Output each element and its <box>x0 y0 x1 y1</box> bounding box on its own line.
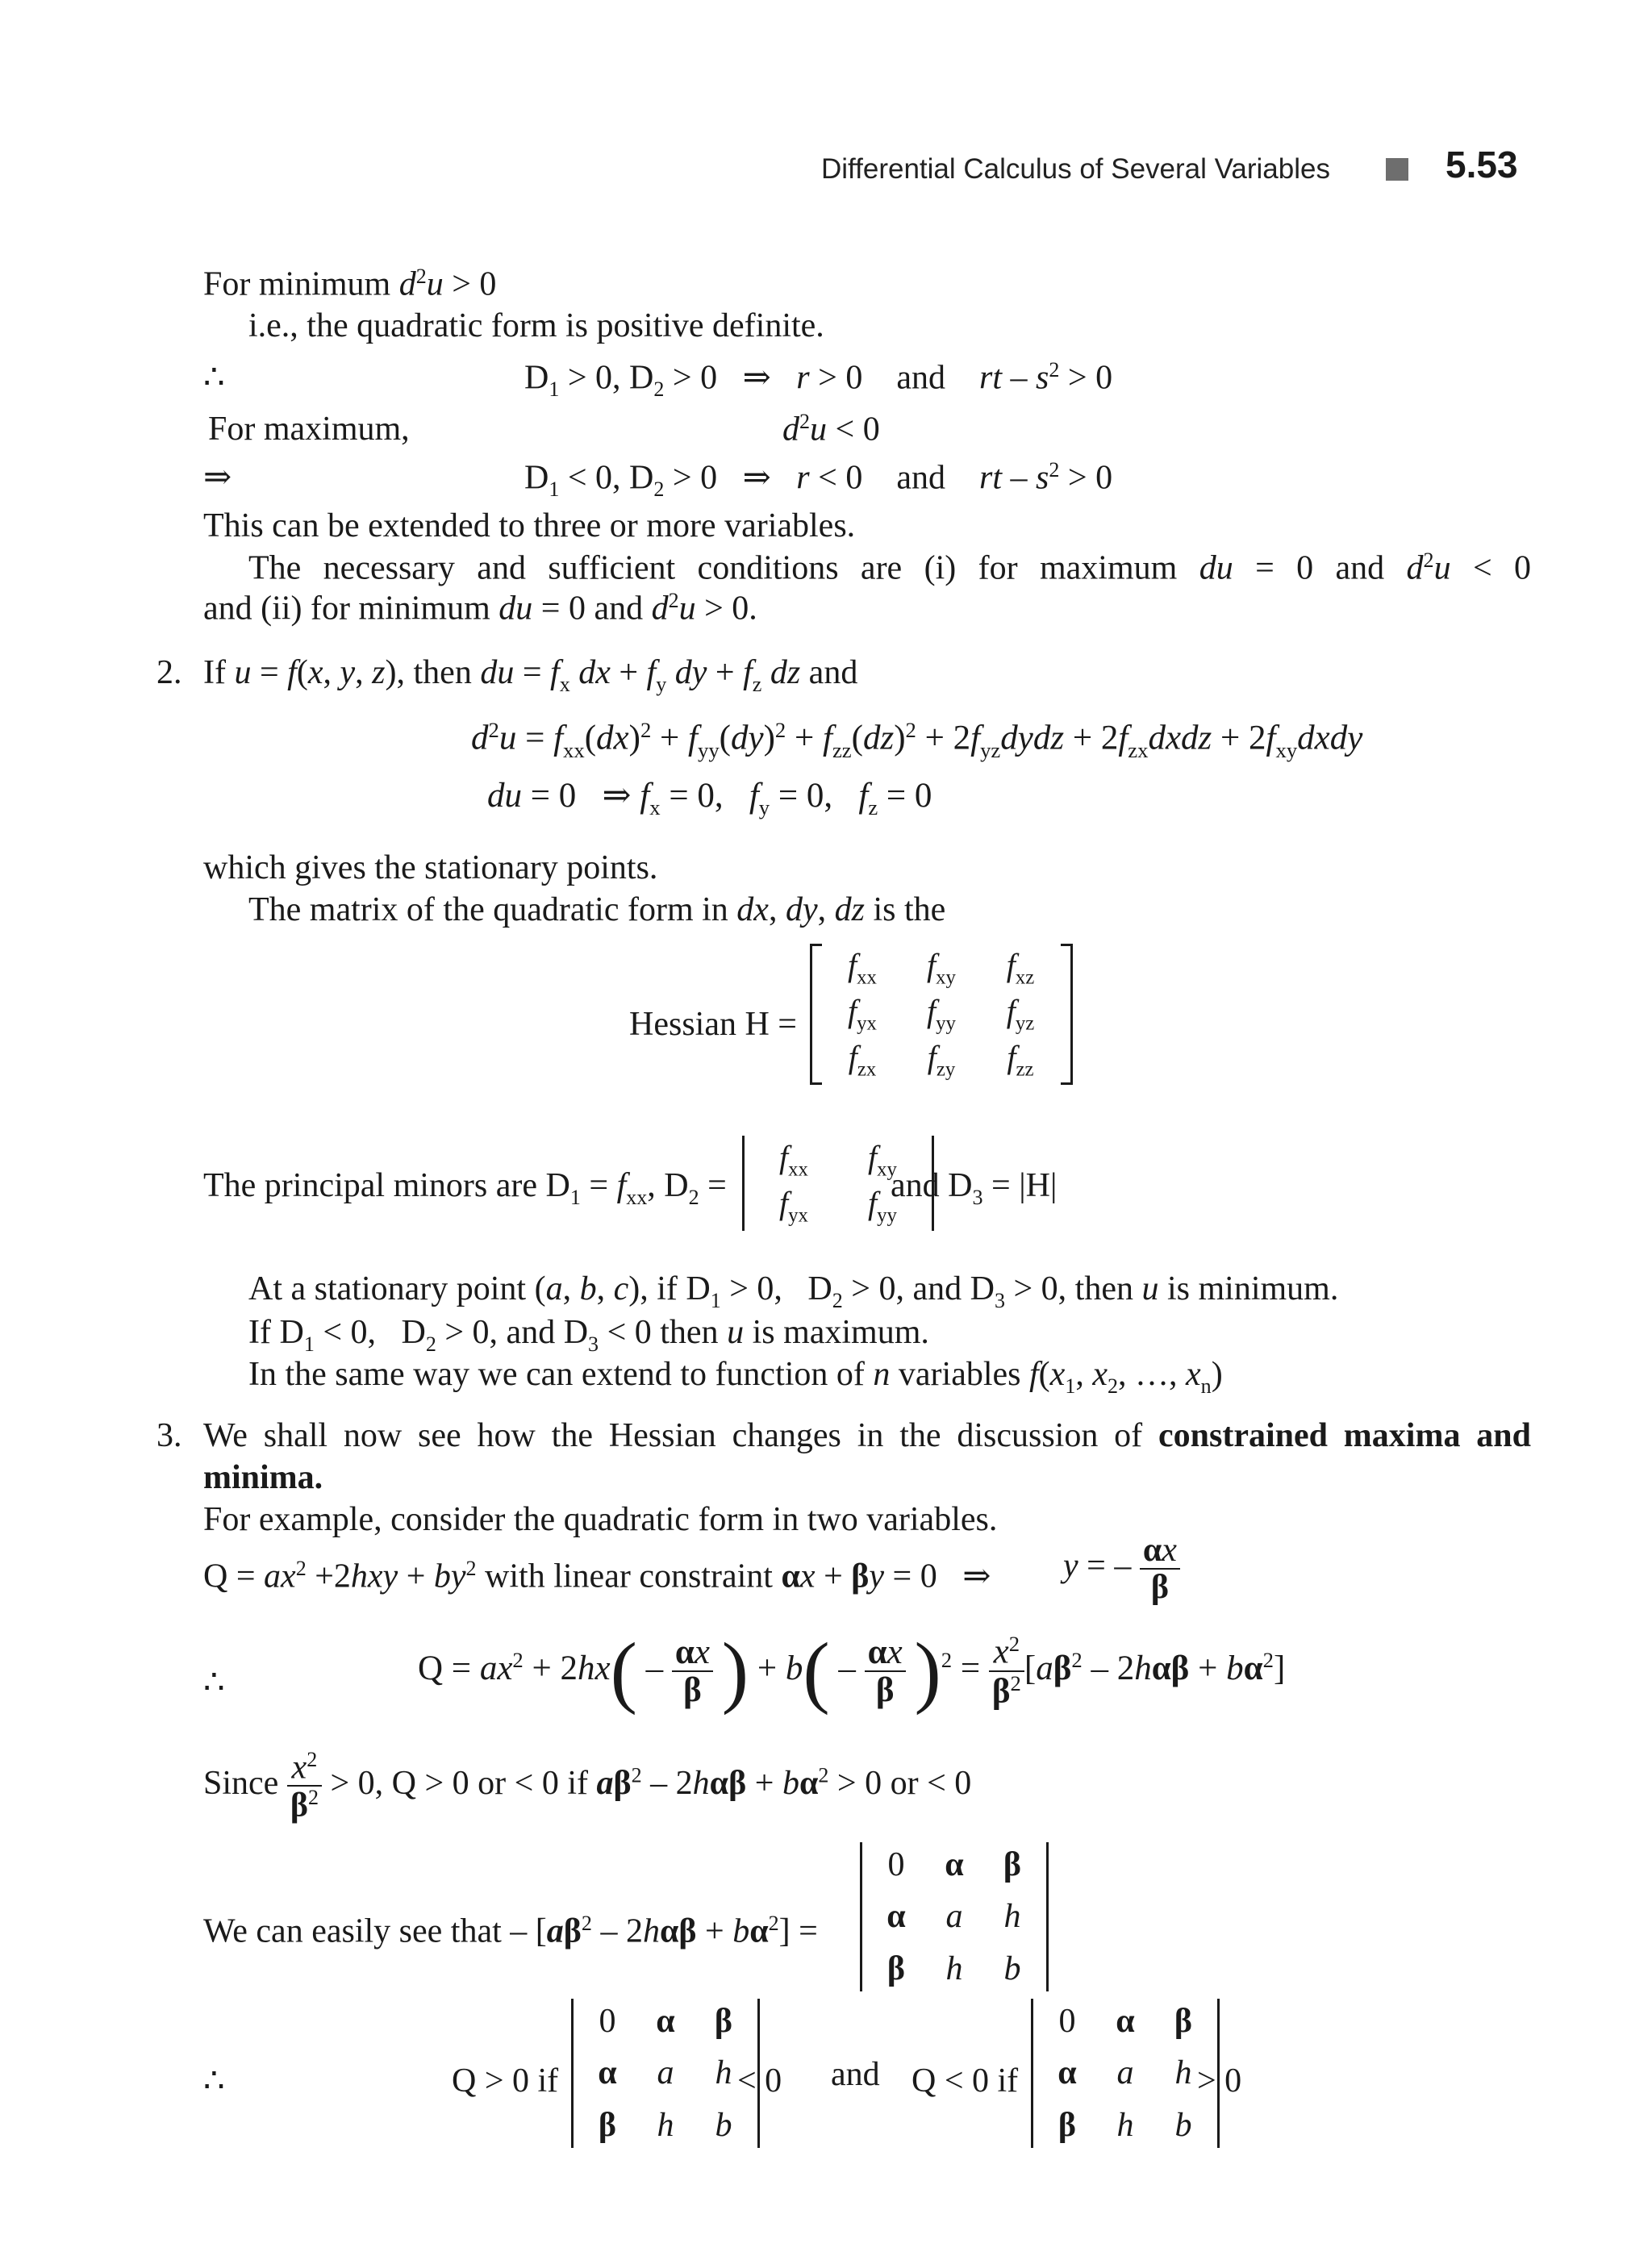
bordered-hessian-det: 0 α β α a h β h b <box>860 1842 1049 1991</box>
du-zero-line: du = 0 ⇒ $f_x = 0$, $f_y = 0$, $f_z = 0$ <box>487 777 932 820</box>
d3-def: and $D_3 = |H|$ <box>891 1167 1058 1209</box>
with-linear-text: with linear constraint <box>485 1558 773 1595</box>
and-word: and <box>896 459 945 497</box>
extend-n-variables: In the same way we can extend to function of n variables $f(x_1$, $x_2$, …, $x_n$) <box>248 1356 1223 1398</box>
extend-three-variables: This can be extended to three or more variables. <box>203 507 856 544</box>
d2u-expansion: $d^2u = f_{xx}(dx)^2 + f_{yy}(dy)^2 + f_{zz}(dz)^2$ + $2f_{yz}dydz$ + $2f_{zx}dxdz$ + $2f_{xy}dxdy$ <box>471 718 1363 762</box>
and-word-3: and <box>831 2056 880 2093</box>
principal-minors-line: The principal minors are $D_1 = f_{xx}$, $D_2$ = <box>203 1167 727 1209</box>
page-number: 5.53 <box>1446 144 1518 186</box>
nec-suff-text2: and (ii) for minimum <box>203 590 490 628</box>
and-d3-word: and <box>891 1167 940 1204</box>
q-negative-det: 0 α β α a h β h b <box>1031 1999 1220 2148</box>
d2-determinant: $f_{xx}$ $f_{xy}$ $f_{yx}$ $f_{yy}$ <box>742 1136 934 1231</box>
therefore-symbol: ∴ <box>203 359 225 396</box>
therefore-symbol-2: ∴ <box>203 1664 225 1701</box>
item-3-bold-2: minima. <box>203 1459 323 1496</box>
implies-symbol: ⇒ <box>203 459 232 496</box>
item-3-bold: constrained maxima and <box>1158 1417 1531 1454</box>
item-2-intro: If u = f(x, y, z), then du = $f_x$ dx + $f_y$ dy + $f_z$ dz and <box>203 654 858 696</box>
easily-see-text: We can easily see that – <box>203 1912 528 1950</box>
is-the-text: is the <box>873 891 946 928</box>
q-substitution: $Q = ax^2 + 2hx$( – $\frac{\alpha x}{\beta}$ ) + b( – $\frac{\alpha x}{\beta}$ )$^2$ = $\frac{x^2}{\beta^2}$ $[a\beta^2 - 2h\alpha\beta + b\alpha^2]$ <box>418 1626 1286 1716</box>
necessary-sufficient-line2: and (ii) for minimum du = 0 and $d^2u > 0$. <box>203 589 757 628</box>
q-positive-det: 0 α β α a h β h b <box>571 1999 760 2148</box>
hessian-matrix: $f_{xx}$ $f_{xy}$ $f_{xz}$ $f_{yx}$ $f_{yy}$ $f_{yz}$ $f_{zx}$ $f_{zy}$ $f_{zz}$ <box>810 944 1073 1085</box>
running-header: Differential Calculus of Several Variables <box>821 153 1330 185</box>
variables-word: variables <box>898 1356 1021 1393</box>
principal-minors-text: The principal minors are <box>203 1167 538 1204</box>
matrix-quadratic-line: The matrix of the quadratic form in dx, dy, dz is the <box>248 891 946 928</box>
if-word: If <box>203 654 226 691</box>
for-maximum-label: For maximum, <box>208 411 410 448</box>
for-minimum-label: For minimum <box>203 265 391 303</box>
stationary-max-condition: If $D_1 < 0$, $D_2 > 0$, and $D_3 < 0$ then u is maximum. <box>248 1314 929 1356</box>
for-example-line: For example, consider the quadratic form in two variables. <box>203 1501 998 1538</box>
q-positive-if: Q > 0 if <box>452 2062 559 2100</box>
for-minimum-line: For minimum $d^2u > 0$ <box>203 265 497 303</box>
necessary-sufficient-line1: The necessary and sufficient conditions are (i) for maximum du = 0 and $d^2u < 0$ <box>248 548 1532 587</box>
min-condition-line: $D_1 > 0$, $D_2 > 0$ ⇒ r > 0 and rt – $s^2 > 0$ <box>524 358 1113 402</box>
and-word: and <box>896 359 945 397</box>
since-word: Since <box>203 1765 279 1803</box>
therefore-symbol-3: ∴ <box>203 2062 225 2100</box>
since-line: Since $\frac{x^2}{\beta^2}$ > 0, Q > 0 or < 0 if $a\beta^2 - 2h\alpha\beta + b\alpha^2 > 0$ or < 0 <box>203 1748 972 1824</box>
item-2-number: 2. <box>156 654 182 691</box>
max-condition-line: $D_1 < 0$, $D_2 > 0$ ⇒ r < 0 and rt – $s^2 > 0$ <box>524 458 1113 502</box>
quadratic-positive-definite: i.e., the quadratic form is positive definite. <box>248 307 824 344</box>
max-d2u-condition: $d^2u < 0$ <box>782 410 880 448</box>
gives-stationary-points: which gives the stationary points. <box>203 849 658 886</box>
item-3-body: We shall now see how the Hessian changes in the discussion of <box>203 1417 1143 1454</box>
since-cond-text: > 0, Q > 0 or < 0 if <box>330 1765 589 1803</box>
easily-see-line: We can easily see that – $[a\beta^2 - 2h\alpha\beta + b\alpha^2]$ = <box>203 1912 818 1950</box>
nec-suff-text: The necessary and sufficient conditions are (i) for maximum <box>248 549 1178 587</box>
lt-zero: < 0 <box>737 2062 782 2100</box>
minima-word: minima <box>203 1459 315 1496</box>
q-negative-if: Q < 0 if <box>912 2062 1019 2100</box>
item-3-number: 3. <box>156 1417 182 1454</box>
then-word: , then <box>396 654 472 691</box>
same-way-text: In the same way we can extend to function of <box>248 1356 865 1393</box>
hessian-label: Hessian H = <box>629 1006 797 1043</box>
header-square-icon <box>1386 158 1408 181</box>
quadratic-constraint-line: $Q = ax^2 +2hxy + by^2$ with linear constraint αx + βy = 0 ⇒ <box>203 1557 991 1595</box>
y-equals-frac: y = – $\frac{\alpha x}{\beta}$ <box>1063 1532 1180 1605</box>
gt-zero: > 0 <box>1197 2062 1242 2100</box>
stationary-min-condition: At a stationary point (a, b, c), if $D_1 > 0$, $D_2 > 0$, and $D_3 > 0$, then u is minimum. <box>248 1270 1339 1312</box>
since-end-text: > 0 or < 0 <box>836 1765 972 1803</box>
matrix-of-quad-text: The matrix of the quadratic form in <box>248 891 728 928</box>
item-3-text <box>203 1416 1531 1455</box>
